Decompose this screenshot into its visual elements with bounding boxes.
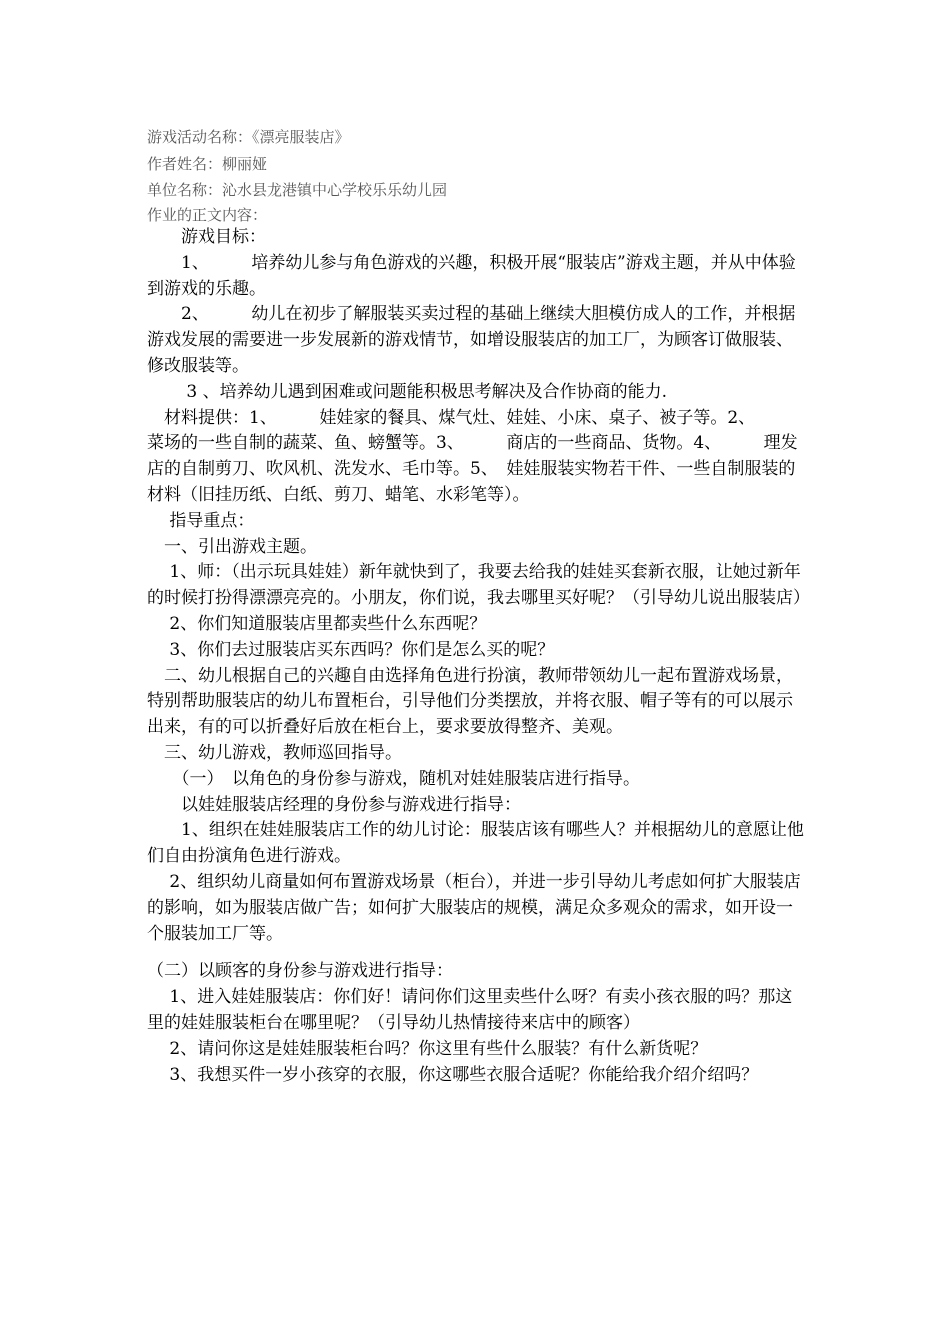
paragraph: 3、我想买件一岁小孩穿的衣服，你这哪些衣服合适呢？你能给我介绍介绍吗？ xyxy=(147,1064,759,1085)
paragraph: （一） 以角色的身份参与游戏，随机对娃娃服装店进行指导。 xyxy=(147,768,640,789)
paragraph: （二）以顾客的身份参与游戏进行指导： xyxy=(147,961,453,982)
paragraph: 二、幼儿根据自己的兴趣自由选择角色进行扮演，教师带领幼儿一起布置游戏场景，特别帮助服装店的幼儿布置柜台，引导他们分类摆放，并将衣服、帽子等有的可以展示出来，有的可以折叠好后放在柜台上，要求要放得整齐、美观。 xyxy=(147,665,793,738)
unit-name: 单位名称：沁水县龙港镇中心学校乐乐幼儿园 xyxy=(147,181,448,199)
paragraph: 指导重点： xyxy=(147,510,255,531)
body-text xyxy=(147,225,810,1088)
paragraph: 2、组织幼儿商量如何布置游戏场景（柜台），并进一步引导幼儿考虑如何扩大服装店的影响，如为服装店做广告；如何扩大服装店的规模，满足众多观众的需求，如开设一个服装加工厂等。 xyxy=(147,871,801,944)
paragraph: 材料提供：1、 娃娃家的餐具、煤气灶、娃娃、小床、桌子、被子等。2、 菜场的一些自制的蔬菜、鱼、螃蟹等。3、 商店的一些商品、货物。4、 理发店的自制剪刀、吹风机、洗发水、毛巾等。5、 娃娃服装实物若干件、一些自制服装的材料（旧挂历纸、白纸、剪刀、蜡笔、水彩笔等）。 xyxy=(147,407,798,505)
paragraph: 以娃娃服装店经理的身份参与游戏进行指导： xyxy=(147,794,521,815)
activity-name: 游戏活动名称：《漂亮服装店》 xyxy=(147,128,350,146)
author-name: 作者姓名：柳丽娅 xyxy=(147,155,268,173)
paragraph: 2、 幼儿在初步了解服装买卖过程的基础上继续大胆模仿成人的工作，并根据游戏发展的需要进一步发展新的游戏情节，如增设服装店的加工厂，为顾客订做服装、修改服装等。 xyxy=(147,304,796,376)
paragraph: 1、组织在娃娃服装店工作的幼儿讨论：服装店该有哪些人？并根据幼儿的意愿让他们自由扮演角色进行游戏。 xyxy=(147,820,804,867)
paragraph: 1、 培养幼儿参与角色游戏的兴趣，积极开展“服装店”游戏主题，并从中体验到游戏的乐趣。 xyxy=(147,252,796,299)
blank-line xyxy=(147,947,807,959)
paragraph: 三、幼儿游戏，教师巡回指导。 xyxy=(147,742,402,763)
paragraph: 1、进入娃娃服装店：你们好！请问你们这里卖些什么呀？有卖小孩衣服的吗？那这里的娃娃服装柜台在哪里呢？（引导幼儿热情接待来店中的顾客） xyxy=(147,987,793,1033)
content-label: 作业的正文内容： xyxy=(147,206,268,224)
paragraph: 1、师：（出示玩具娃娃）新年就快到了，我要去给我的娃娃买套新衣服，让她过新年的时候打扮得漂漂亮亮的。小朋友，你们说，我去哪里买好呢？（引导幼儿说出服装店） xyxy=(147,562,810,609)
paragraph: 3 、培养幼儿遇到困难或问题能积极思考解决及合作协商的能力. xyxy=(147,381,668,402)
paragraph: 2、请问你这是娃娃服装柜台吗？你这里有些什么服装？有什么新货呢？ xyxy=(147,1038,708,1059)
paragraph: 一、引出游戏主题。 xyxy=(147,536,317,557)
paragraph: 3、你们去过服装店买东西吗？你们是怎么买的呢？ xyxy=(147,639,555,660)
paragraph: 游戏目标： xyxy=(147,227,266,247)
paragraph: 2、你们知道服装店里都卖些什么东西呢？ xyxy=(147,613,487,634)
